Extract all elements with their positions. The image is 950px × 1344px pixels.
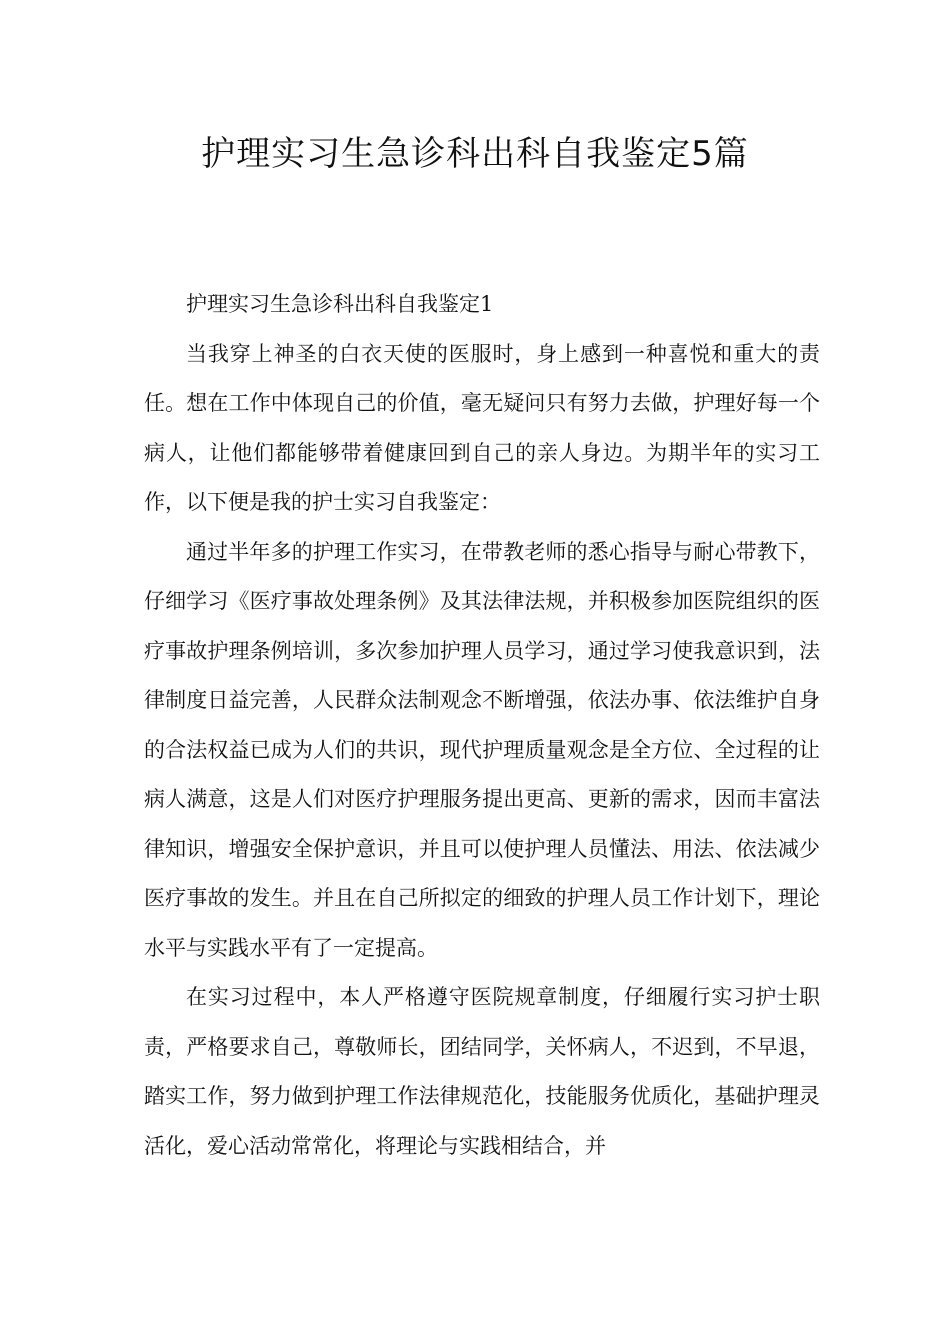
paragraph: 在实习过程中，本人严格遵守医院规章制度，仔细履行实习护士职责，严格要求自己，尊敬师长，团结同学，关怀病人，不迟到，不早退，踏实工作，努力做到护理工作法律规范化，技能服务优质化，基础护理灵活化，爱心活动常常化，将理论与实践相结合，并 xyxy=(144,985,820,1158)
document-body xyxy=(144,280,820,1171)
document-title: 护理实习生急诊科出科自我鉴定5篇 xyxy=(201,134,749,174)
paragraph: 通过半年多的护理工作实习，在带教老师的悉心指导与耐心带教下，仔细学习《医疗事故处理条例》及其法律法规，并积极参加医院组织的医疗事故护理条例培训，多次参加护理人员学习，通过学习使我意识到，法律制度日益完善，人民群众法制观念不断增强，依法办事、依法维护自身的合法权益已成为人们的共识，现代护理质量观念是全方位、全过程的让病人满意，这是人们对医疗护理服务提出更高、更新的需求，因而丰富法律知识，增强安全保护意识，并且可以使护理人员懂法、用法、依法减少医疗事故的发生。并且在自己所拟定的细致的护理人员工作计划下，理论水平与实践水平有了一定提高。 xyxy=(144,539,820,960)
section-heading: 护理实习生急诊科出科自我鉴定1 xyxy=(186,292,494,316)
paragraph: 当我穿上神圣的白衣天使的医服时，身上感到一种喜悦和重大的责任。想在工作中体现自己的价值，毫无疑问只有努力去做，护理好每一个病人，让他们都能够带着健康回到自己的亲人身边。为期半年的实习工作，以下便是我的护士实习自我鉴定： xyxy=(144,341,820,514)
